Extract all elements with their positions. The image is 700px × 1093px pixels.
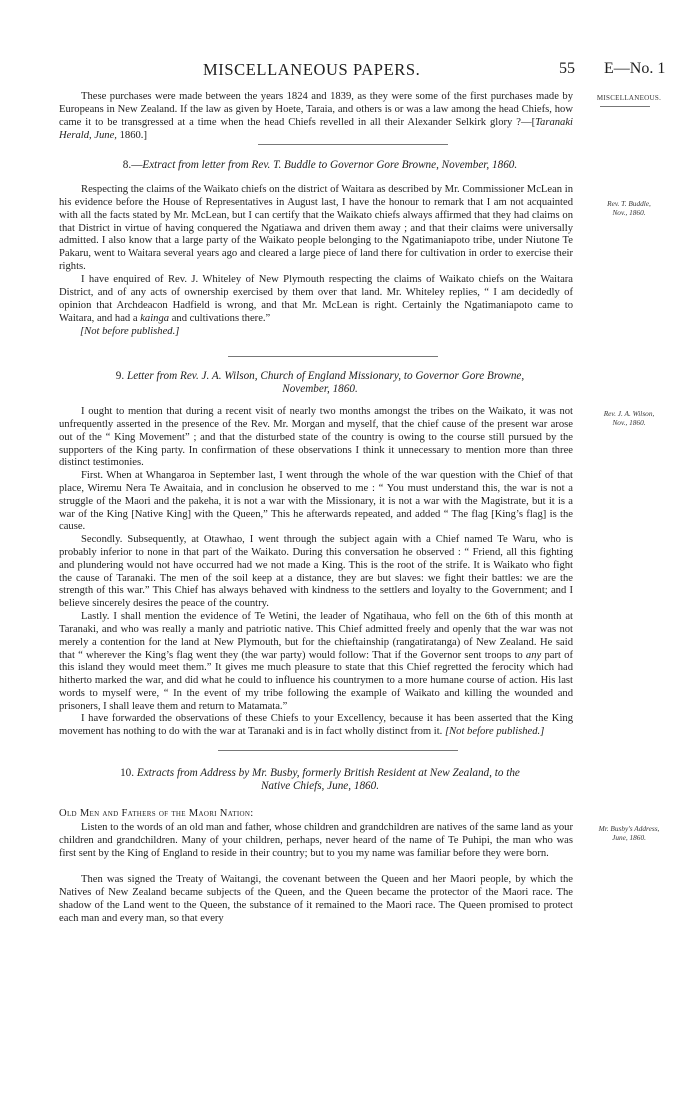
- section-8-kainga: kainga: [140, 312, 170, 324]
- paper-reference: E—No. 1: [604, 60, 666, 77]
- section-10-number: 10.: [120, 767, 135, 779]
- intro-source-year: 1860.]: [116, 129, 147, 141]
- margin-note-busby-date: June, 1860.: [612, 833, 646, 842]
- section-10-paragraph-2: Then was signed the Treaty of Waitangi, the covenant between the Queen and her Maori people, by which the Natives of New Zealand became subjects of the Queen, and the Queen became the protector of the Maori race. The shadow of the Land went to the Queen, the substance of it remained to the Maori race. The Queen promised to protect each man and every man, so that every: [59, 874, 573, 924]
- section-10-date: Native Chiefs, June, 1860.: [260, 780, 380, 792]
- intro-text: These purchases were made between the years 1824 and 1839, as they were some of the first purchases made by Europeans in New Zealand. If the law as given by Hoete, Taraia, and others is or was a law among the head Chiefs, how came it to be transgressed at a time when the head Chiefs revelled in all their Alexander Selkirk glory ?—[: [59, 91, 573, 128]
- margin-note-buddle-date: Nov., 1860.: [612, 208, 646, 217]
- section-8-note: [Not before published.]: [80, 326, 180, 337]
- section-9-paragraph-4-text: Lastly. I shall mention the evidence of Te Wetini, the leader of Ngatihaua, who fell on the 6th of this month at Taranaki, and who was really a manly and patriotic native. This Chief admitted freely and openly that the war was not merely a contention for the land at New Plymouth, but for the chieftainship (rangatiratanga) of New Zealand. He said that “ wherever the King’s flag went they (the war party) would follow: That if the Governor sent troops to: [59, 611, 573, 661]
- section-9-heading: [70, 370, 570, 396]
- margin-note-wilson: [579, 409, 679, 427]
- section-8-paragraph-2: [59, 274, 573, 325]
- margin-note-miscellaneous: MISCELLANEOUS.: [596, 94, 662, 102]
- margin-note-busby: [579, 824, 679, 842]
- margin-rule: [600, 106, 650, 107]
- margin-note-buddle-name: Rev. T. Buddle,: [607, 199, 651, 208]
- intro-paragraph: [59, 91, 573, 142]
- section-9-paragraph-2: First. When at Whangaroa in September last, I went through the whole of the war question with the Chief of that place, Wiremu Nera Te Awaitaia, and in conclusion he observed to me : “ You must understand this, the war is not a struggle of the Maori and the pakeha, it is not a war with the Missionary, it is not a war with the Magistrate, but it is a war of the King [Native King] with the Queen,” This he afterwards repeated, and added “ The flag [King’s flag] is the cause.: [59, 470, 573, 533]
- section-10-title: Extracts from Address by Mr. Busby, formerly British Resident at New Zealand, to the: [136, 767, 520, 779]
- section-9-date: November, 1860.: [282, 383, 358, 395]
- section-8-paragraph-2-text: I have enquired of Rev. J. Whiteley of New Plymouth respecting the claims of Waikato chiefs on the Waitara District, and of any acts of ownership exercised by them over that land. Mr. Whiteley replies, “ I am decidedly of opinion that Archdeacon Hadfield is wrong, and that Mr. McLean is right. Certainly the Ngatimaniapoto came to Waitara, and had a: [59, 274, 573, 324]
- section-9-paragraph-5: [59, 713, 573, 739]
- page-header: [0, 60, 700, 84]
- section-9-paragraph-5-text: I have forwarded the observations of these Chiefs to your Excellency, because it has been asserted that the King movement has nothing to do with the war at Taranaki and is in fact wholly distinct from it.: [59, 713, 573, 737]
- section-10-salutation: Old Men and Fathers of the Maori Nation:: [59, 808, 254, 819]
- section-9-paragraph-3: Secondly. Subsequently, at Otawhao, I went through the subject again with a Chief named Te Waru, who is probably inferior to none in that part of the Waikato. During this conversation he observed : “ Friend, all this fighting and plundering would not have occurred had we not made a King. This is the root of the strife. It is Waikato who fight the cause of Taranaki. The men of the soil keep at a distance, they are but slaves: we fight their battles: we are the strength of this war.” This Chief has always behaved with kindness to the settlers and loyalty to the Government; and I believe sincerely desires the peace of the country.: [59, 534, 573, 610]
- running-title: MISCELLANEOUS PAPERS.: [203, 60, 421, 79]
- section-10-heading: [70, 767, 570, 793]
- section-8-paragraph-1: Respecting the claims of the Waikato chiefs on the district of Waitara as described by Mr. Commissioner McLean in his evidence before the House of Representatives in August last, I have the honour to remark that I am not acquainted with all the facts stated by Mr. McLean, but I can certify that the Waikato chiefs always affirmed that they had claims on that District in virtue of having conquered the Ngatiawa and driven them away ; and that their claims were universally admitted. I also know that a large party of the Waikato people belonging to the Ngatimaniapoto tribe, under Niutone Te Pakaru, went to Waitara several years ago and cleared a large piece of land there for cultivation in order to exercise their rights.: [59, 184, 573, 273]
- section-9-paragraph-4-end: part of this island they would meet them.” It gives me much pleasure to state that this Chief regretted the ferocity which had hitherto marked the war, and did what he could to influence his countrymen to a more humane course of action. His last words to myself were, “ In the event of my tribe following the example of Waikato and killing the wounded and prisoners, I shall leave them and return to Matamata.”: [59, 649, 573, 712]
- margin-note-wilson-name: Rev. J. A. Wilson,: [603, 409, 655, 418]
- margin-note-buddle: [579, 199, 679, 217]
- section-8-heading: [70, 159, 570, 172]
- section-9-emphasis-any: any: [525, 649, 542, 661]
- section-9-paragraph-4: [59, 611, 573, 714]
- section-9-number: 9.: [115, 370, 125, 382]
- page-number: 55: [559, 60, 575, 77]
- section-divider: [218, 750, 458, 751]
- section-8-paragraph-2-end: and cultivations there.”: [171, 312, 271, 324]
- margin-note-wilson-date: Nov., 1860.: [612, 418, 646, 427]
- section-divider: [258, 144, 448, 145]
- section-8-number: 8.—: [122, 159, 143, 171]
- section-10-paragraph-1: Listen to the words of an old man and father, whose children and grandchildren are natives of the same land as your children and grandchildren. Many of your children, perhaps, never heard of the name of Te Puhipi, the man who was first sent by the King of England to reside in their country; but to you my name was familiar before they were born.: [59, 822, 573, 859]
- section-9-note: [Not before published.]: [444, 725, 545, 737]
- section-9-paragraph-1: I ought to mention that during a recent visit of nearly two months amongst the tribes on the Waikato, it was not unfrequently asserted in the presence of the Rev. Mr. Morgan and myself, that the chief cause of the present war arose out of the “ King Movement” ; and that the disturbed state of the country is owing to the course still pursued by the supporters of the King party. In confirmation of these observations I think it unnecessary to mention more than three distinct testimonies.: [59, 406, 573, 469]
- margin-note-busby-name: Mr. Busby's Address,: [598, 824, 660, 833]
- section-8-title: Extract from letter from Rev. T. Buddle to Governor Gore Browne, November, 1860.: [142, 159, 518, 171]
- section-divider: [228, 356, 438, 357]
- section-9-title: Letter from Rev. J. A. Wilson, Church of England Missionary, to Governor Gore Browne,: [126, 370, 525, 382]
- intro-source: Taranaki Herald, June,: [59, 116, 573, 141]
